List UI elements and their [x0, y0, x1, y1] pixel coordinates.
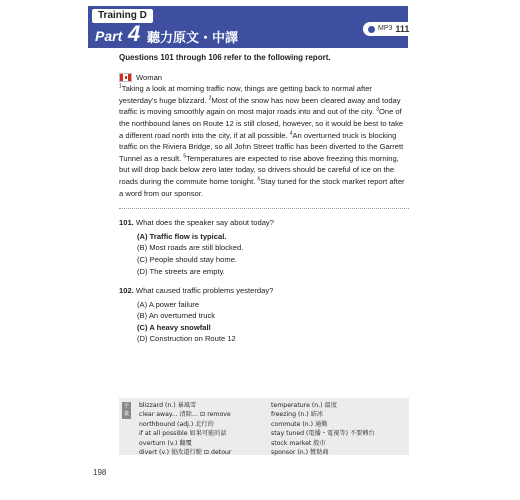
page-content: [119, 52, 409, 353]
sentence-number: 5: [183, 153, 187, 160]
vocab-item: northbound (adj.) 北行的: [139, 420, 214, 428]
dotted-divider: [119, 208, 409, 209]
audio-disc-icon: [368, 26, 375, 33]
answer-option: (D) Construction on Route 12: [137, 334, 236, 344]
training-label: Training D: [92, 9, 153, 23]
vocab-item: temperature (n.) 溫度: [271, 402, 337, 409]
answer-option: (B) An overturned truck: [137, 311, 216, 321]
sentence-number: 2: [208, 95, 212, 102]
vocab-item: stock market 股市: [271, 439, 326, 447]
question-102: [119, 285, 409, 345]
vocab-item: overturn (v.) 翻覆: [139, 439, 192, 447]
sentence-number: 3: [376, 106, 379, 113]
sentence-number: 1: [119, 83, 122, 90]
vocab-column-left: [139, 401, 267, 457]
sentence-number: 6: [257, 176, 261, 183]
question-stem: 102. What caused traffic problems yesterday?: [119, 286, 274, 296]
speaker-line: [119, 72, 409, 84]
vocab-item: clear away... 清除… ⊡ remove: [139, 411, 231, 419]
part-word: Part: [95, 28, 123, 44]
sentence-number: 4: [289, 130, 293, 137]
vocab-item: blizzard (n.) 暴風雪: [139, 402, 197, 409]
answer-option: (C) People should stay home.: [137, 254, 238, 264]
question-101: [119, 217, 409, 277]
passage-sentence: $^1$Taking a look at morning traffic now, things are getting back to normal after yesterday's huge blizzard.: [119, 83, 372, 105]
passage-sentence: $^2$Most of the snow has now been cleared away and today traffic is moving smoothly again on most major roads into and out of the city.: [119, 95, 401, 117]
passage-sentence: $^5$Temperatures are expected to rise above freezing this morning, but will drop back below zero later today, so drivers should be careful of ice on the roads during the commute home tonight.: [119, 153, 399, 186]
canada-flag-icon: [119, 73, 132, 82]
question-number: 102.: [119, 286, 134, 296]
mp3-track-number: 111: [395, 24, 410, 34]
speaker-label: Woman: [136, 72, 163, 82]
section-heading: Questions 101 through 106 refer to the following report.: [119, 53, 331, 62]
vocab-item: divert (v.) 使改道行駛 ⊡ detour: [139, 449, 232, 457]
answer-option: (B) Most roads are still blocked.: [137, 243, 244, 253]
mp3-badge: [363, 22, 414, 36]
vocab-tag: 字彙: [123, 403, 129, 417]
mp3-label: MP3: [378, 25, 393, 32]
question-number: 101.: [119, 218, 134, 228]
vocab-item: if at all possible 如果可能的話: [139, 430, 227, 438]
passage-sentence: $^6$Stay tuned for the stock market report after a word from our sponsor.: [119, 176, 405, 198]
answer-option: (D) The streets are empty.: [137, 266, 225, 276]
answer-option-correct: (C) A heavy snowfall: [137, 322, 211, 332]
part-number: 4: [128, 21, 141, 46]
vocab-item: freezing (n.) 結冰: [271, 411, 324, 419]
passage: [119, 83, 409, 199]
vocab-item: sponsor (n.) 贊助商: [271, 449, 329, 457]
passage-sentence: $^4$An overturned truck is blocking traffic on the Riviera Bridge, so all John Street traffic has been diverted to the Garrett Tunnel as a result.: [119, 130, 404, 163]
question-stem: 101. What does the speaker say about today?: [119, 218, 274, 228]
passage-sentence: $^3$One of the northbound lanes on Route 12 is still closed, however, so it would be best to take a different road north into the city, if at all possible.: [119, 106, 404, 140]
answer-option: (A) A power failure: [137, 299, 200, 309]
vocab-item: stay tuned (電播・電視等) 不要轉台: [271, 430, 375, 438]
part-title: 聽力原文・中譯: [147, 31, 239, 46]
page-number: 198: [93, 468, 107, 477]
answer-option-correct: (A) Traffic flow is typical.: [137, 231, 227, 241]
vocabulary-box: [119, 398, 409, 455]
vocab-column-right: [271, 401, 407, 457]
vocab-item: commute (n.) 通勤: [271, 420, 328, 428]
